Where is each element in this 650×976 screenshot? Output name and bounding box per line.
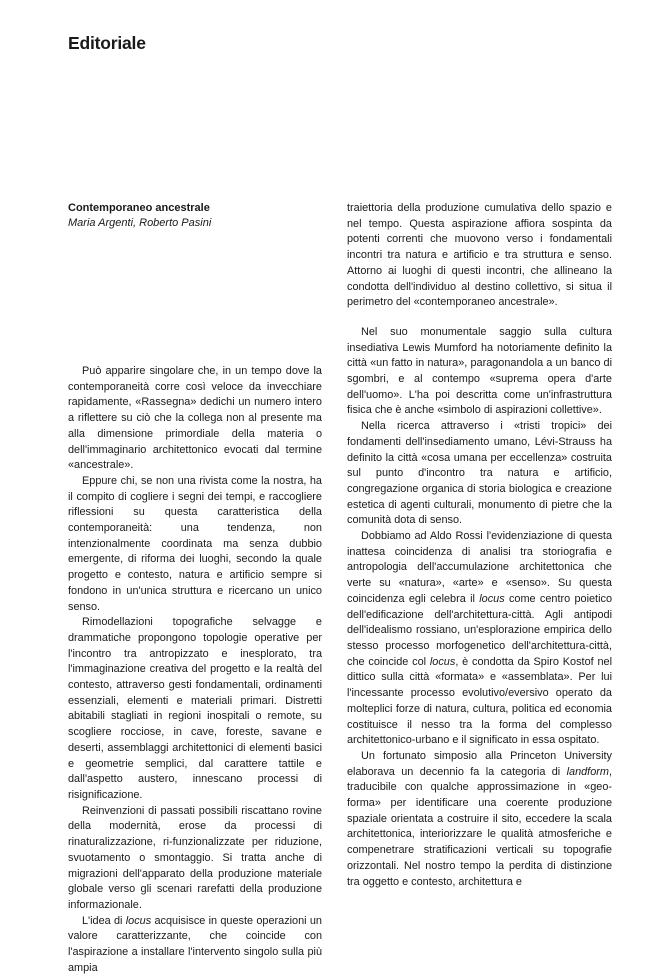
paragraph: Rimodellazioni topografiche selvagge e drammatiche propongono topologie operative per l'incontro tra antropizzato e inesplorato, tra l'immaginazione creativa del progetto e la realtà del contesto, attraverso gesti fondamentali, ordinamenti essenziali, elementi e materiali primari. Distretti abitabili stagliati in regioni inospitali o remote, su scogliere rocciose, in cave, foreste, savane e deserti, assemblaggi architettonici di elementi basici e geometrie semplici, dal carattere tattile e dall'aspetto austero, innescano processi di risignificazione. bbox=[68, 616, 322, 801]
paragraph bbox=[347, 529, 612, 749]
left-column bbox=[68, 201, 322, 976]
paragraph: Reinvenzioni di passati possibili riscattano rovine della modernità, erose da processi di rinaturalizzazione, ri-funzionalizzate per riduzione, svuotamento o smontaggio. Si tratta anche di migrazioni dell'apparato della produzione materiale globale verso gli scenari rarefatti della produzione informazionale. bbox=[68, 804, 322, 911]
section-title: Editoriale bbox=[68, 33, 146, 53]
text-run: , traducibile con qualche approssimazione in «geo-forma» per identificare una coerente produzione spaziale orientata a costruire il sito, eccedere la scala architettonica, interiorizzare le qualità atmosferiche e compenetrare stratificazioni verticali su topografie orizzontali. Nel nostro tempo la perdita di distinzione tra oggetto e contesto, architettura e bbox=[347, 765, 612, 888]
paragraph-continuation: traiettoria della produzione cumulativa dello spazio e nel tempo. Questa aspirazione affiora sospinta da potenti correnti che muovono verso i fondamentali incontri tra natura e artificio e tra struttura e senso. Attorno ai luoghi di questi incontri, che allineano la condotta dell'individuo al destino collettivo, si situa il perimetro del «contemporaneo ancestrale». bbox=[347, 202, 612, 309]
left-body bbox=[68, 364, 322, 976]
emphasis: locus bbox=[479, 592, 505, 605]
text-run: acquisisce in queste operazioni un valore caratterizzante, che coincide con l'aspirazione a installare l'intervento singolo sulla più ampia bbox=[68, 914, 322, 974]
text-run: L'idea di bbox=[82, 914, 126, 927]
paragraph: Nel suo monumentale saggio sulla cultura insediativa Lewis Mumford ha notoriamente definito la città «un fatto in natura», paragonandola a un banco di sgombri, e al contempo «suprema opera d'arte dell'uomo». L'ha poi descritta come un'infrastruttura fisica che è anche «simbolo di aspirazioni collettive». bbox=[347, 325, 612, 417]
text-run: come centro poietico dell'edificazione dell'architettura-città. Agli antipodi dell'idealismo rossiano, un'esplorazione empirica dello stesso processo morfogenetico dell'architettura-città, che coincide col bbox=[347, 592, 613, 668]
text-run: Un fortunato simposio alla Princeton University elaborava un decennio fa la categoria di bbox=[347, 749, 612, 778]
paragraph: Può apparire singolare che, in un tempo dove la contemporaneità corre così veloce da invecchiare rapidamente, «Rassegna» dedichi un numero intero a riflettere su ciò che la collega non al presente ma alla dimensione primordiale della materia o dell'immaginario architettonico evocati dal termine «ancestrale». bbox=[68, 365, 322, 472]
paragraph: Eppure chi, se non una rivista come la nostra, ha il compito di cogliere i segni dei tempi, e raccogliere riflessioni su questa caratteristica della contemporaneità: una tendenza, non intenzionalmente coordinata ma senza dubbio emergente, di riforma dei luoghi, secondo la quale progetto e contesto, natura e artificio sempre si fondono in un'unica struttura e ricercano un unico senso. bbox=[68, 474, 322, 613]
paragraph: Nella ricerca attraverso i «tristi tropici» dei fondamenti dell'insediamento umano, Lévi-Strauss ha definito la città «cosa umana per eccellenza» costruita sul punto d'incontro tra natura e artificio, congregazione organica di storia biologica e creazione estetica di agenti culturali, monumento di pietre che la comunità dota di senso. bbox=[347, 420, 612, 527]
text-run: Dobbiamo ad Aldo Rossi l'evidenziazione di questa inattesa coincidenza di analisi tra storiografia e antropologia dell'accumulazione architettonica che verte su «natura», «arte» e «senso». Su questa coincidenza egli celebra il bbox=[347, 530, 612, 605]
emphasis: locus bbox=[429, 655, 456, 668]
paragraph bbox=[347, 749, 612, 890]
emphasis: locus bbox=[125, 914, 152, 927]
emphasis: landform bbox=[566, 765, 609, 778]
right-column bbox=[347, 201, 612, 890]
article-title: Contemporaneo ancestrale bbox=[68, 202, 210, 214]
article-authors: Maria Argenti, Roberto Pasini bbox=[68, 217, 212, 229]
paragraph-gap bbox=[347, 311, 612, 325]
text-run: , è condotta da Spiro Kostof nel dittico sulla città «formata» e «assemblata». Per lui l'incessante processo evolutivo/eversivo operato da molteplici forze di natura, cultura, politica ed economia costituisce il nesso tra la forma del complesso architettonico-urbano e il significato in essa ospitato. bbox=[347, 655, 612, 747]
paragraph bbox=[68, 914, 322, 976]
